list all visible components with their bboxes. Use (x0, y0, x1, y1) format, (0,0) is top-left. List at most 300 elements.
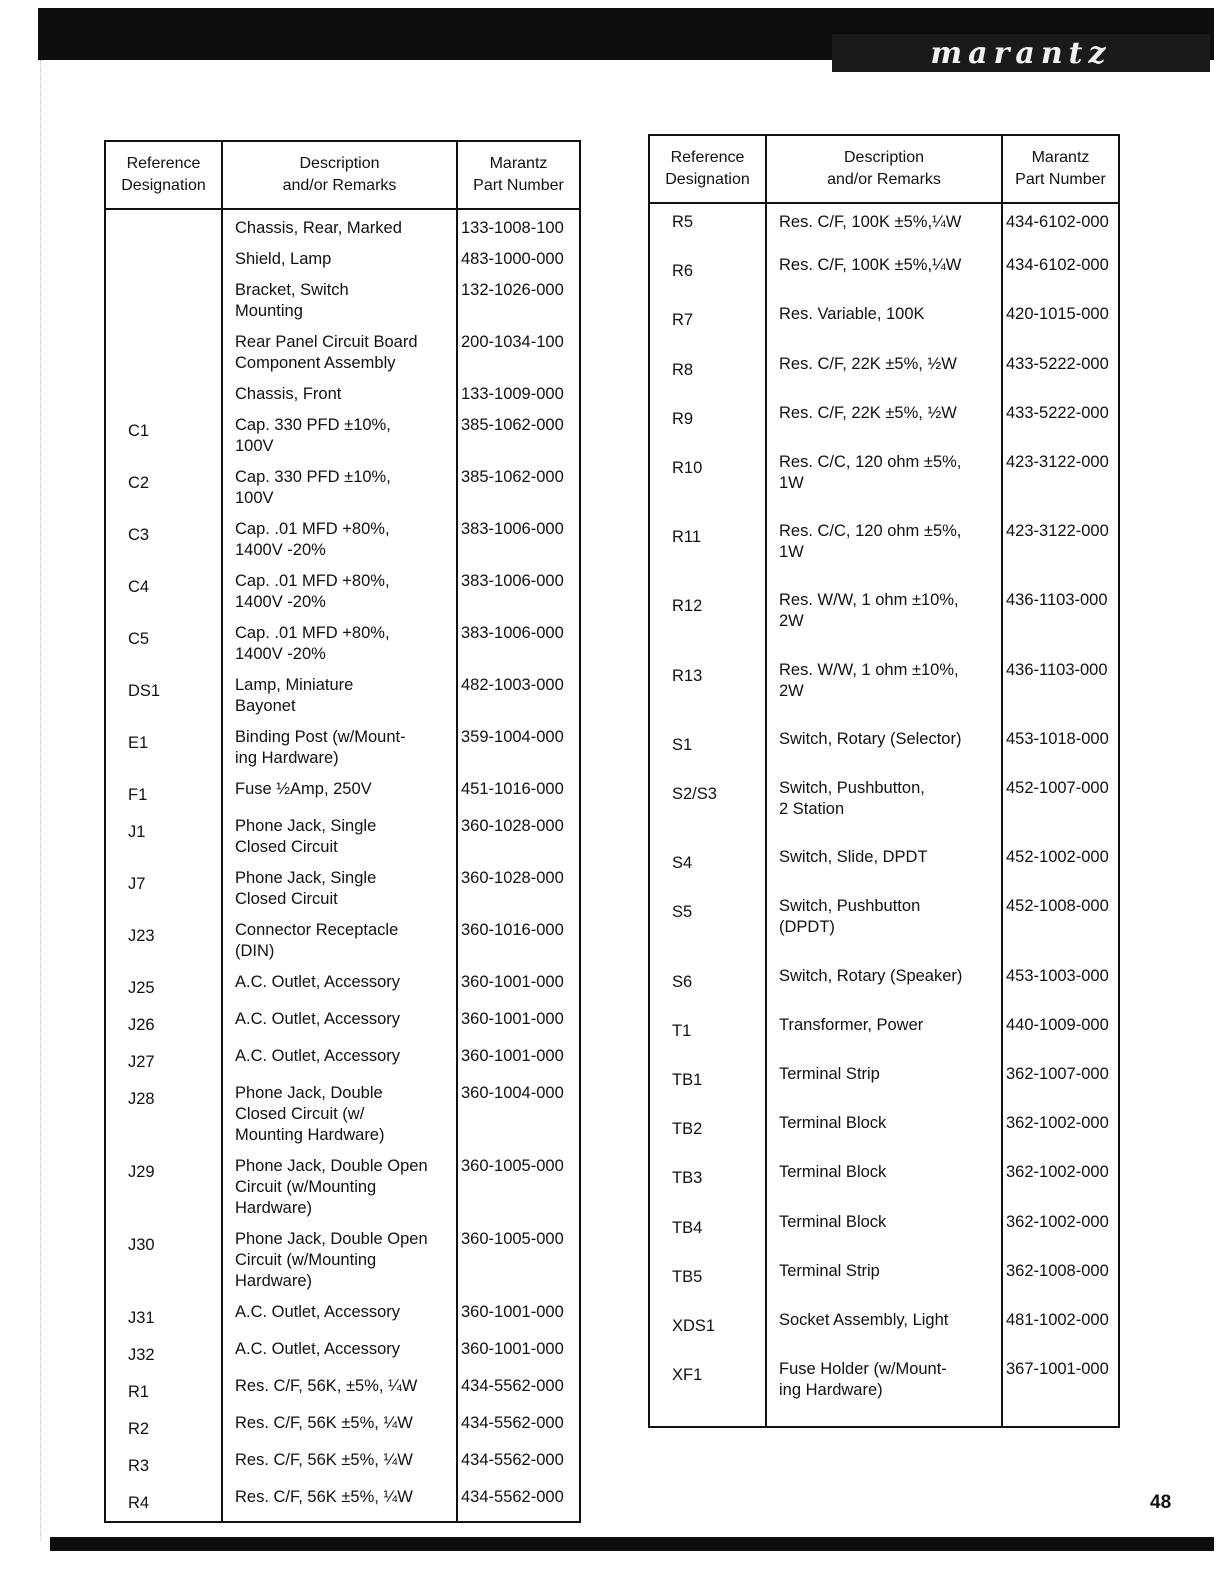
reference-designation-cell: C5 (105, 620, 222, 672)
table-row (105, 412, 580, 464)
description-line: A.C. Outlet, Accessory (235, 973, 401, 991)
description-line: 1W (779, 474, 804, 493)
header-reference-designation (105, 141, 222, 209)
part-number-cell: 434-5562-000 (457, 1447, 580, 1484)
description-cell (766, 1061, 1002, 1110)
description-cell (766, 587, 1002, 656)
description-cell (766, 252, 1002, 301)
part-number-cell: 360-1028-000 (457, 813, 580, 865)
description-cell (766, 1209, 1002, 1258)
description-line: Terminal Block (779, 1163, 887, 1182)
description-cell (222, 1080, 457, 1153)
description-line: (DPDT) (779, 918, 835, 937)
reference-designation-cell: S1 (649, 726, 766, 775)
reference-designation-cell (105, 246, 222, 277)
table-row (105, 277, 580, 329)
description-cell (766, 1258, 1002, 1307)
description-line: Switch, Pushbutton, (779, 779, 925, 797)
part-number-cell: 483-1000-000 (457, 246, 580, 277)
table-row (649, 203, 1119, 252)
part-number-cell: 434-6102-000 (1002, 252, 1119, 301)
reference-designation-cell: J25 (105, 969, 222, 1006)
reference-designation-cell: S4 (649, 844, 766, 893)
bottom-footer-bar (50, 1537, 1214, 1551)
description-line: Closed Circuit (235, 838, 338, 856)
description-line: (DIN) (235, 942, 275, 960)
table-row (105, 969, 580, 1006)
reference-designation-cell (105, 381, 222, 412)
table-row (649, 775, 1119, 844)
reference-designation-cell: R12 (649, 587, 766, 656)
part-number-cell: 436-1103-000 (1002, 657, 1119, 726)
description-cell (766, 1110, 1002, 1159)
table-row (105, 1043, 580, 1080)
description-line: Binding Post (w/Mount- (235, 728, 406, 746)
description-cell (766, 1356, 1002, 1425)
part-number-cell: 133-1009-000 (457, 381, 580, 412)
description-cell (766, 844, 1002, 893)
description-line: Res. C/F, 22K ±5%, ½W (779, 354, 957, 373)
description-line: Res. Variable, 100K (779, 305, 925, 324)
table-row (649, 1012, 1119, 1061)
reference-designation-cell (105, 329, 222, 381)
header-description (766, 135, 1002, 203)
description-line: A.C. Outlet, Accessory (235, 1303, 401, 1321)
reference-designation-cell: R10 (649, 449, 766, 518)
table-row (105, 1153, 580, 1226)
description-cell (222, 1043, 457, 1080)
description-line: Res. W/W, 1 ohm ±10%, (779, 591, 959, 610)
description-line: Bayonet (235, 697, 296, 715)
description-line: Mounting (235, 302, 303, 320)
part-number-cell: 360-1001-000 (457, 1043, 580, 1080)
table-row (649, 963, 1119, 1012)
part-number-cell: 434-5562-000 (457, 1410, 580, 1447)
reference-designation-cell: TB5 (649, 1258, 766, 1307)
part-number-cell: 362-1008-000 (1002, 1258, 1119, 1307)
description-line: Res. C/F, 100K ±5%,¼W (779, 256, 962, 275)
reference-designation-cell: C2 (105, 464, 222, 516)
filler-cell (649, 1425, 766, 1427)
page-number: 48 (1150, 1492, 1172, 1513)
reference-designation-cell: TB3 (649, 1159, 766, 1208)
reference-designation-cell: XF1 (649, 1356, 766, 1425)
reference-designation-cell: J28 (105, 1080, 222, 1153)
part-number-cell: 383-1006-000 (457, 516, 580, 568)
part-number-cell: 360-1005-000 (457, 1226, 580, 1299)
part-number-cell: 420-1015-000 (1002, 301, 1119, 350)
description-cell (222, 776, 457, 813)
description-line: Fuse Holder (w/Mount- (779, 1360, 947, 1379)
description-line: 1400V -20% (235, 541, 326, 559)
reference-designation-cell: DS1 (105, 672, 222, 724)
description-line: Cap. 330 PFD ±10%, (235, 416, 391, 434)
table-row (649, 726, 1119, 775)
table-row (105, 813, 580, 865)
header-line: Description (299, 155, 380, 172)
reference-designation-cell: R11 (649, 518, 766, 587)
table-row (649, 657, 1119, 726)
table-row (105, 1299, 580, 1336)
table-row (649, 893, 1119, 962)
description-line: Closed Circuit (w/ (235, 1105, 365, 1123)
part-number-cell: 436-1103-000 (1002, 587, 1119, 656)
reference-designation-cell: J27 (105, 1043, 222, 1080)
description-line: Terminal Strip (779, 1261, 880, 1280)
description-line: Chassis, Front (235, 385, 342, 403)
description-cell (222, 209, 457, 246)
description-line: Circuit (w/Mounting (235, 1251, 377, 1269)
description-line: Res. C/F, 22K ±5%, ½W (779, 403, 957, 422)
description-cell (222, 1226, 457, 1299)
part-number-cell: 362-1007-000 (1002, 1061, 1119, 1110)
description-line: Bracket, Switch (235, 281, 349, 299)
parts-list-right (649, 203, 1119, 1427)
description-line: Phone Jack, Single (235, 817, 377, 835)
description-cell (222, 246, 457, 277)
description-line: Mounting Hardware) (235, 1126, 385, 1144)
filler-cell (1002, 1425, 1119, 1427)
description-line: Res. C/F, 56K ±5%, ¼W (235, 1488, 413, 1506)
description-cell (222, 1373, 457, 1410)
table-header-row (105, 141, 580, 209)
table-row (105, 1080, 580, 1153)
table-row (649, 351, 1119, 400)
description-line: Closed Circuit (235, 890, 338, 908)
description-line: Res. C/F, 56K, ±5%, ¼W (235, 1377, 418, 1395)
table-row (105, 516, 580, 568)
description-cell (766, 1307, 1002, 1356)
table-row (105, 464, 580, 516)
reference-designation-cell: R8 (649, 351, 766, 400)
header-line: Description (843, 149, 925, 166)
description-line: 100V (235, 437, 274, 455)
table-row (105, 1410, 580, 1447)
header-line: Designation (665, 171, 750, 188)
header-line: Designation (121, 177, 206, 194)
description-line: Phone Jack, Double (235, 1084, 383, 1102)
filler-cell (105, 1521, 222, 1522)
description-cell (222, 813, 457, 865)
table-row (649, 518, 1119, 587)
part-number-cell: 434-5562-000 (457, 1484, 580, 1521)
description-cell (222, 1153, 457, 1226)
description-line: Transformer, Power (779, 1015, 924, 1034)
description-cell (222, 724, 457, 776)
reference-designation-cell: R3 (105, 1447, 222, 1484)
table-row (105, 329, 580, 381)
description-cell (222, 865, 457, 917)
reference-designation-cell: E1 (105, 724, 222, 776)
header-line: Part Number (1015, 171, 1106, 188)
part-number-cell: 434-5562-000 (457, 1373, 580, 1410)
description-cell (222, 381, 457, 412)
brand-logo (832, 34, 1210, 72)
table-row (649, 301, 1119, 350)
description-line: ing Hardware) (235, 749, 339, 767)
table-row (649, 1209, 1119, 1258)
header-line: Reference (126, 155, 201, 172)
table-filler-row (105, 1521, 580, 1522)
reference-designation-cell: T1 (649, 1012, 766, 1061)
table-row (649, 1061, 1119, 1110)
part-number-cell: 362-1002-000 (1002, 1159, 1119, 1208)
description-cell (766, 893, 1002, 962)
reference-designation-cell: J30 (105, 1226, 222, 1299)
table-row (105, 672, 580, 724)
header-line: Part Number (473, 177, 564, 194)
description-line: Chassis, Rear, Marked (235, 219, 402, 237)
reference-designation-cell: R9 (649, 400, 766, 449)
table-row (649, 252, 1119, 301)
reference-designation-cell: R6 (649, 252, 766, 301)
description-cell (222, 412, 457, 464)
reference-designation-cell: J26 (105, 1006, 222, 1043)
part-number-cell: 440-1009-000 (1002, 1012, 1119, 1061)
table-row (649, 1356, 1119, 1425)
reference-designation-cell: R5 (649, 203, 766, 252)
description-cell (222, 1006, 457, 1043)
reference-designation-cell: TB1 (649, 1061, 766, 1110)
reference-designation-cell: R2 (105, 1410, 222, 1447)
description-line: Cap. .01 MFD +80%, (235, 520, 390, 538)
reference-designation-cell: J1 (105, 813, 222, 865)
description-cell (222, 464, 457, 516)
part-number-cell: 360-1028-000 (457, 865, 580, 917)
description-line: Cap. .01 MFD +80%, (235, 624, 390, 642)
description-cell (222, 917, 457, 969)
description-line: Shield, Lamp (235, 250, 332, 268)
reference-designation-cell: S5 (649, 893, 766, 962)
table-row (649, 400, 1119, 449)
part-number-cell: 423-3122-000 (1002, 449, 1119, 518)
reference-designation-cell: S2/S3 (649, 775, 766, 844)
part-number-cell: 433-5222-000 (1002, 351, 1119, 400)
header-line: Marantz (1031, 149, 1090, 166)
brand-logo-text: marantz (930, 35, 1112, 71)
table-row (649, 1159, 1119, 1208)
reference-designation-cell: C4 (105, 568, 222, 620)
reference-designation-cell: J32 (105, 1336, 222, 1373)
header-part-number (1002, 135, 1119, 203)
table-row (649, 1258, 1119, 1307)
table-row (105, 1336, 580, 1373)
description-cell (222, 620, 457, 672)
header-line: and/or Remarks (827, 171, 941, 188)
part-number-cell: 360-1001-000 (457, 969, 580, 1006)
table-row (105, 1447, 580, 1484)
description-line: Switch, Pushbutton (779, 897, 921, 916)
description-cell (766, 726, 1002, 775)
description-line: 1400V -20% (235, 645, 326, 663)
description-cell (766, 1012, 1002, 1061)
reference-designation-cell: J7 (105, 865, 222, 917)
table-row (649, 1110, 1119, 1159)
filler-cell (222, 1521, 457, 1522)
reference-designation-cell: J31 (105, 1299, 222, 1336)
part-number-cell: 433-5222-000 (1002, 400, 1119, 449)
table-filler-row (649, 1425, 1119, 1427)
description-cell (222, 969, 457, 1006)
filler-cell (457, 1521, 580, 1522)
description-cell (766, 351, 1002, 400)
part-number-cell: 360-1001-000 (457, 1299, 580, 1336)
part-number-cell: 423-3122-000 (1002, 518, 1119, 587)
description-line: Phone Jack, Double Open (235, 1157, 428, 1175)
part-number-cell: 452-1008-000 (1002, 893, 1119, 962)
filler-cell (766, 1425, 1002, 1427)
description-line: Switch, Slide, DPDT (779, 848, 928, 867)
parts-list-left (105, 209, 580, 1522)
description-line: Terminal Block (779, 1114, 887, 1133)
table-row (105, 568, 580, 620)
description-line: Cap. 330 PFD ±10%, (235, 468, 391, 486)
reference-designation-cell: TB2 (649, 1110, 766, 1159)
part-number-cell: 367-1001-000 (1002, 1356, 1119, 1425)
description-cell (766, 775, 1002, 844)
table-row (105, 917, 580, 969)
description-line: Res. C/C, 120 ohm ±5%, (779, 453, 962, 472)
description-cell (222, 329, 457, 381)
header-line: Marantz (489, 155, 548, 172)
table-row (105, 1006, 580, 1043)
reference-designation-cell: TB4 (649, 1209, 766, 1258)
description-cell (222, 568, 457, 620)
description-cell (766, 203, 1002, 252)
table-row (105, 1484, 580, 1521)
reference-designation-cell: J23 (105, 917, 222, 969)
description-line: Cap. .01 MFD +80%, (235, 572, 390, 590)
table-row (105, 724, 580, 776)
description-cell (222, 1410, 457, 1447)
header-line: and/or Remarks (282, 177, 397, 194)
table-row (105, 246, 580, 277)
description-line: A.C. Outlet, Accessory (235, 1047, 401, 1065)
description-cell (222, 672, 457, 724)
description-line: Fuse ½Amp, 250V (235, 780, 372, 798)
part-number-cell: 383-1006-000 (457, 568, 580, 620)
description-line: Rear Panel Circuit Board (235, 333, 418, 351)
part-number-cell: 359-1004-000 (457, 724, 580, 776)
table-row (105, 620, 580, 672)
description-line: 1400V -20% (235, 593, 326, 611)
reference-designation-cell: F1 (105, 776, 222, 813)
description-line: A.C. Outlet, Accessory (235, 1010, 401, 1028)
reference-designation-cell: R4 (105, 1484, 222, 1521)
header-part-number (457, 141, 580, 209)
description-line: Terminal Block (779, 1212, 887, 1231)
reference-designation-cell: C1 (105, 412, 222, 464)
description-line: A.C. Outlet, Accessory (235, 1340, 401, 1358)
reference-designation-cell: J29 (105, 1153, 222, 1226)
table-header-row (649, 135, 1119, 203)
part-number-cell: 360-1004-000 (457, 1080, 580, 1153)
part-number-cell: 200-1034-100 (457, 329, 580, 381)
description-cell (766, 1159, 1002, 1208)
description-cell (766, 657, 1002, 726)
header-line: Reference (670, 149, 745, 166)
part-number-cell: 362-1002-000 (1002, 1110, 1119, 1159)
parts-table-left (104, 140, 581, 1523)
part-number-cell: 434-6102-000 (1002, 203, 1119, 252)
reference-designation-cell: R1 (105, 1373, 222, 1410)
part-number-cell: 385-1062-000 (457, 412, 580, 464)
description-line: Res. C/F, 100K ±5%,¼W (779, 213, 962, 231)
description-line: Hardware) (235, 1272, 313, 1290)
header-description (222, 141, 457, 209)
part-number-cell: 481-1002-000 (1002, 1307, 1119, 1356)
part-number-cell: 360-1016-000 (457, 917, 580, 969)
description-line: 2W (779, 612, 804, 631)
description-line: Res. W/W, 1 ohm ±10%, (779, 660, 959, 679)
part-number-cell: 360-1005-000 (457, 1153, 580, 1226)
part-number-cell: 132-1026-000 (457, 277, 580, 329)
table-row (105, 776, 580, 813)
table-row (105, 865, 580, 917)
part-number-cell: 452-1007-000 (1002, 775, 1119, 844)
reference-designation-cell (105, 209, 222, 246)
reference-designation-cell (105, 277, 222, 329)
description-line: Switch, Rotary (Selector) (779, 729, 962, 748)
part-number-cell: 453-1018-000 (1002, 726, 1119, 775)
description-line: 100V (235, 489, 274, 507)
description-line: 1W (779, 543, 804, 562)
description-cell (222, 1336, 457, 1373)
part-number-cell: 362-1002-000 (1002, 1209, 1119, 1258)
part-number-cell: 385-1062-000 (457, 464, 580, 516)
reference-designation-cell: R13 (649, 657, 766, 726)
description-line: Lamp, Miniature (235, 676, 354, 694)
binding-margin (40, 60, 42, 1540)
part-number-cell: 133-1008-100 (457, 209, 580, 246)
table-row (649, 844, 1119, 893)
part-number-cell: 360-1001-000 (457, 1006, 580, 1043)
description-line: Res. C/C, 120 ohm ±5%, (779, 522, 962, 541)
description-line: Switch, Rotary (Speaker) (779, 966, 963, 985)
description-cell (766, 518, 1002, 587)
description-cell (222, 1447, 457, 1484)
description-cell (766, 963, 1002, 1012)
reference-designation-cell: C3 (105, 516, 222, 568)
parts-table-right (648, 134, 1120, 1428)
part-number-cell: 482-1003-000 (457, 672, 580, 724)
part-number-cell: 451-1016-000 (457, 776, 580, 813)
description-line: ing Hardware) (779, 1381, 883, 1400)
description-line: Hardware) (235, 1199, 313, 1217)
header-reference-designation (649, 135, 766, 203)
description-cell (222, 277, 457, 329)
table-row (649, 1307, 1119, 1356)
description-cell (222, 1484, 457, 1521)
part-number-cell: 453-1003-000 (1002, 963, 1119, 1012)
description-line: Phone Jack, Single (235, 869, 377, 887)
reference-designation-cell: R7 (649, 301, 766, 350)
description-line: Res. C/F, 56K ±5%, ¼W (235, 1414, 413, 1432)
description-cell (766, 301, 1002, 350)
description-cell (222, 1299, 457, 1336)
description-line: Phone Jack, Double Open (235, 1230, 428, 1248)
reference-designation-cell: XDS1 (649, 1307, 766, 1356)
description-line: Circuit (w/Mounting (235, 1178, 377, 1196)
description-line: 2 Station (779, 800, 845, 818)
description-line: Res. C/F, 56K ±5%, ¼W (235, 1451, 413, 1469)
description-line: Terminal Strip (779, 1065, 880, 1083)
part-number-cell: 360-1001-000 (457, 1336, 580, 1373)
description-cell (766, 449, 1002, 518)
part-number-cell: 383-1006-000 (457, 620, 580, 672)
description-line: 2W (779, 681, 804, 700)
table-row (649, 587, 1119, 656)
